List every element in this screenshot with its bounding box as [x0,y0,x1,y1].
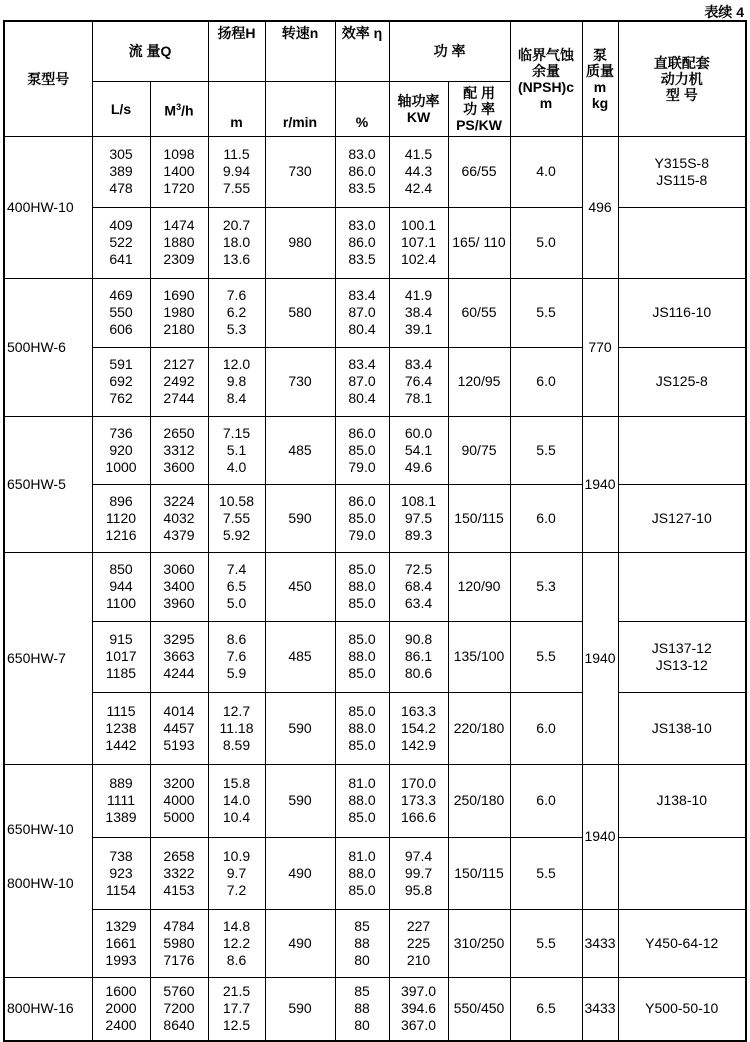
motor-cell [618,207,746,278]
flow-m3h-cell: 1098 1400 1720 [150,136,208,207]
table-row [4,692,746,764]
motor-cell: JS138-10 [618,692,746,764]
header-speed: 转速n [265,21,335,81]
motor-cell: J138-10 [618,764,746,838]
table-row [4,838,746,910]
mass-cell: 3433 [582,977,618,1041]
flow-ls-cell: 305 389 478 [92,136,150,207]
flow-ls-cell: 738 923 1154 [92,838,150,910]
header-motor: 直联配套 动力机 型 号 [618,21,746,136]
head-cell: 10.9 9.7 7.2 [208,838,265,910]
pump-model-cell: 800HW-16 [4,977,92,1041]
efficiency-cell: 83.4 87.0 80.4 [335,347,389,416]
pump-model-cell [4,764,92,977]
efficiency-cell: 86.0 85.0 79.0 [335,416,389,484]
speed-cell: 485 [265,621,335,692]
head-cell: 12.0 9.8 8.4 [208,347,265,416]
flow-m3h-cell: 1474 1880 2309 [150,207,208,278]
npsh-cell: 5.0 [510,207,582,278]
head-cell: 14.8 12.2 8.6 [208,909,265,977]
flow-ls-cell: 591 692 762 [92,347,150,416]
flow-m3h-cell: 3060 3400 3960 [150,552,208,621]
shaft-power-cell: 397.0 394.6 367.0 [389,977,448,1041]
shaft-power-cell: 90.8 86.1 80.6 [389,621,448,692]
efficiency-cell: 85 88 80 [335,909,389,977]
table-row [4,484,746,552]
header-speed-unit: r/min [265,81,335,136]
flow-m3h-cell: 5760 7200 8640 [150,977,208,1041]
efficiency-cell: 81.0 88.0 85.0 [335,764,389,838]
head-cell: 7.4 6.5 5.0 [208,552,265,621]
header-efficiency-unit: % [335,81,389,136]
speed-cell: 590 [265,977,335,1041]
table-row [4,416,746,484]
pump-model-cell: 400HW-10 [4,136,92,278]
shaft-power-cell: 227 225 210 [389,909,448,977]
npsh-cell: 5.5 [510,838,582,910]
header-matched-power: 配 用 功 率 PS/KW [448,81,510,136]
flow-ls-cell: 915 1017 1185 [92,621,150,692]
flow-m3h-cell: 1690 1980 2180 [150,278,208,347]
npsh-cell: 6.5 [510,977,582,1041]
motor-cell [618,838,746,910]
header-head-unit: m [208,81,265,136]
pump-model-cell: 500HW-6 [4,278,92,416]
flow-ls-cell: 409 522 641 [92,207,150,278]
matched-power-cell: 165/ 110 [448,207,510,278]
mass-cell: 770 [582,278,618,416]
speed-cell: 590 [265,692,335,764]
shaft-power-cell: 72.5 68.4 63.4 [389,552,448,621]
efficiency-cell: 85.0 88.0 85.0 [335,692,389,764]
header-flow-ls: L/s [92,81,150,136]
npsh-cell: 5.5 [510,416,582,484]
flow-m3h-cell: 2650 3312 3600 [150,416,208,484]
header-head: 扬程H [208,21,265,81]
flow-ls-cell: 1329 1661 1993 [92,909,150,977]
table-row [4,207,746,278]
pump-spec-table [3,20,747,1042]
shaft-power-cell: 97.4 99.7 95.8 [389,838,448,910]
efficiency-cell: 85.0 88.0 85.0 [335,621,389,692]
shaft-power-cell: 60.0 54.1 49.6 [389,416,448,484]
npsh-cell: 5.5 [510,278,582,347]
head-cell: 15.8 14.0 10.4 [208,764,265,838]
flow-m3h-cell: 3295 3663 4244 [150,621,208,692]
motor-cell: Y315S-8 JS115-8 [618,136,746,207]
motor-cell [618,416,746,484]
table-row [4,552,746,621]
matched-power-cell: 66/55 [448,136,510,207]
matched-power-cell: 220/180 [448,692,510,764]
npsh-cell: 6.0 [510,692,582,764]
table-row [4,278,746,347]
flow-ls-cell: 469 550 606 [92,278,150,347]
efficiency-cell: 85.0 88.0 85.0 [335,552,389,621]
table-row [4,621,746,692]
motor-cell: JS137-12 JS13-12 [618,621,746,692]
table-row [4,909,746,977]
matched-power-cell: 550/450 [448,977,510,1041]
pump-model-cell: 650HW-5 [4,416,92,552]
motor-cell: Y450-64-12 [618,909,746,977]
speed-cell: 450 [265,552,335,621]
table-row [4,136,746,207]
shaft-power-cell: 41.9 38.4 39.1 [389,278,448,347]
motor-cell [618,552,746,621]
mass-cell: 1940 [582,552,618,764]
table-row [4,977,746,1041]
npsh-cell: 6.0 [510,484,582,552]
head-cell: 7.6 6.2 5.3 [208,278,265,347]
head-cell: 11.5 9.94 7.55 [208,136,265,207]
flow-m3h-cell: 2127 2492 2744 [150,347,208,416]
shaft-power-cell: 163.3 154.2 142.9 [389,692,448,764]
speed-cell: 730 [265,136,335,207]
head-cell: 8.6 7.6 5.9 [208,621,265,692]
npsh-cell: 5.5 [510,621,582,692]
shaft-power-cell: 83.4 76.4 78.1 [389,347,448,416]
pump-model-label-2: 800HW-10 [7,874,74,891]
mass-cell: 3433 [582,909,618,977]
header-mass: 泵 质量 m kg [582,21,618,136]
flow-m3h-cell: 2658 3322 4153 [150,838,208,910]
npsh-cell: 5.5 [510,909,582,977]
mass-cell: 496 [582,136,618,278]
flow-ls-cell: 1115 1238 1442 [92,692,150,764]
table-row [4,347,746,416]
flow-m3h-cell: 4784 5980 7176 [150,909,208,977]
matched-power-cell: 150/115 [448,484,510,552]
efficiency-cell: 83.0 86.0 83.5 [335,136,389,207]
header-flow: 流 量Q [92,21,208,81]
table-caption: 表续 4 [704,4,744,20]
shaft-power-cell: 108.1 97.5 89.3 [389,484,448,552]
header-npsh: 临界气蚀 余量 (NPSH)c m [510,21,582,136]
flow-m3h-cell: 4014 4457 5193 [150,692,208,764]
matched-power-cell: 250/180 [448,764,510,838]
speed-cell: 590 [265,484,335,552]
shaft-power-cell: 41.5 44.3 42.4 [389,136,448,207]
flow-ls-cell: 850 944 1100 [92,552,150,621]
motor-cell: JS127-10 [618,484,746,552]
flow-m3h-cell: 3200 4000 5000 [150,764,208,838]
efficiency-cell: 83.4 87.0 80.4 [335,278,389,347]
motor-cell: Y500-50-10 [618,977,746,1041]
motor-cell: JS116-10 [618,278,746,347]
flow-ls-cell: 1600 2000 2400 [92,977,150,1041]
matched-power-cell: 310/250 [448,909,510,977]
head-cell: 12.7 11.18 8.59 [208,692,265,764]
speed-cell: 485 [265,416,335,484]
matched-power-cell: 90/75 [448,416,510,484]
header-efficiency: 效率 η [335,21,389,81]
matched-power-cell: 120/90 [448,552,510,621]
efficiency-cell: 86.0 85.0 79.0 [335,484,389,552]
head-cell: 7.15 5.1 4.0 [208,416,265,484]
flow-ls-cell: 896 1120 1216 [92,484,150,552]
pump-model-cell: 650HW-7 [4,552,92,764]
header-pump-model: 泵型号 [4,21,92,136]
flow-m3h-cell: 3224 4032 4379 [150,484,208,552]
matched-power-cell: 60/55 [448,278,510,347]
npsh-cell: 6.0 [510,764,582,838]
shaft-power-cell: 170.0 173.3 166.6 [389,764,448,838]
npsh-cell: 5.3 [510,552,582,621]
flow-ls-cell: 889 1111 1389 [92,764,150,838]
head-cell: 10.58 7.55 5.92 [208,484,265,552]
mass-cell: 1940 [582,416,618,552]
speed-cell: 730 [265,347,335,416]
head-cell: 21.5 17.7 12.5 [208,977,265,1041]
flow-ls-cell: 736 920 1000 [92,416,150,484]
speed-cell: 580 [265,278,335,347]
speed-cell: 590 [265,764,335,838]
matched-power-cell: 120/95 [448,347,510,416]
table-row [4,764,746,838]
npsh-cell: 4.0 [510,136,582,207]
matched-power-cell: 135/100 [448,621,510,692]
motor-cell: JS125-8 [618,347,746,416]
efficiency-cell: 83.0 86.0 83.5 [335,207,389,278]
efficiency-cell: 85 88 80 [335,977,389,1041]
header-flow-m3h: $M^3/h$ [150,81,208,136]
efficiency-cell: 81.0 88.0 85.0 [335,838,389,910]
header-power: 功 率 [389,21,510,81]
shaft-power-cell: 100.1 107.1 102.4 [389,207,448,278]
npsh-cell: 6.0 [510,347,582,416]
header-shaft-power: 轴功率 KW [389,81,448,136]
speed-cell: 490 [265,909,335,977]
matched-power-cell: 150/115 [448,838,510,910]
pump-model-label: 650HW-10 [7,820,74,837]
head-cell: 20.7 18.0 13.6 [208,207,265,278]
mass-cell: 1940 [582,764,618,909]
speed-cell: 490 [265,838,335,910]
speed-cell: 980 [265,207,335,278]
